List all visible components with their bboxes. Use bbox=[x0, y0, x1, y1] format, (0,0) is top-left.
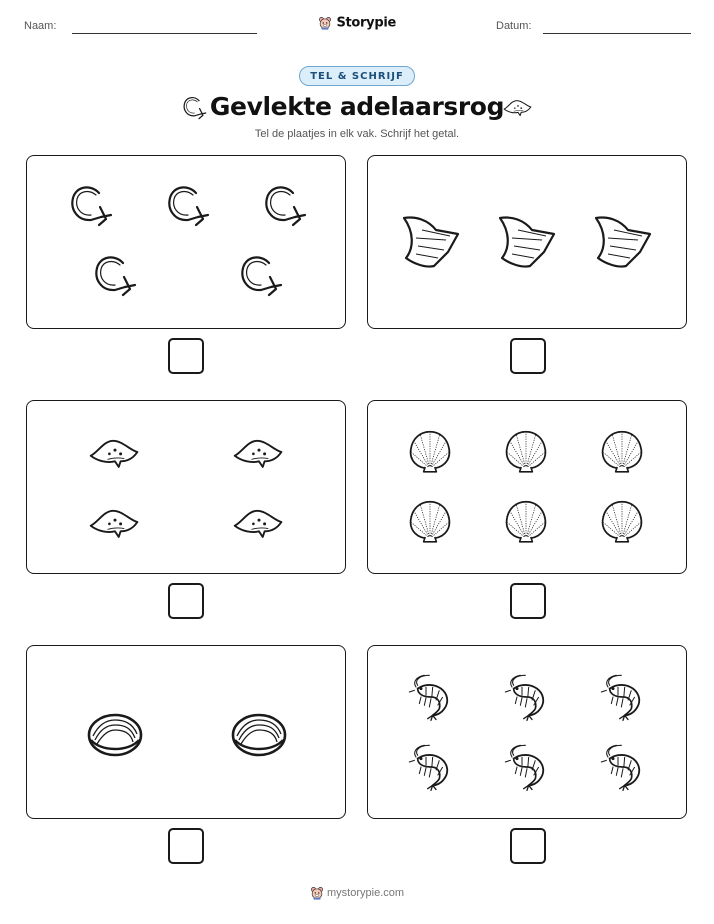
brand bbox=[0, 14, 714, 32]
answer-box-2[interactable] bbox=[510, 338, 546, 374]
name-label: Naam: bbox=[24, 20, 57, 32]
shrimp-icon bbox=[601, 745, 639, 790]
page-title: Gevlekte adelaarsrog bbox=[209, 92, 505, 121]
eagle-ray-tail-icon bbox=[266, 187, 305, 225]
scallop-shell-icon bbox=[411, 502, 450, 542]
panel-3-items bbox=[27, 401, 347, 575]
storypie-bear-logo-icon bbox=[318, 16, 332, 30]
answer-box-4[interactable] bbox=[510, 583, 546, 619]
clam-shell-icon bbox=[89, 715, 141, 755]
eagle-ray-tail-icon bbox=[242, 257, 281, 295]
answer-box-1[interactable] bbox=[168, 338, 204, 374]
activity-badge: TEL & SCHRIJF bbox=[299, 66, 415, 86]
scallop-shell-icon bbox=[603, 432, 642, 472]
count-panel-3 bbox=[26, 400, 346, 574]
instruction: Tel de plaatjes in elk vak. Schrijf het getal. bbox=[254, 128, 460, 140]
date-line[interactable] bbox=[543, 33, 691, 34]
panel-5-items bbox=[27, 646, 347, 820]
footer-url[interactable]: mystorypie.com bbox=[327, 886, 405, 899]
footer bbox=[0, 886, 714, 900]
shrimp-icon bbox=[601, 675, 639, 720]
shrimp-icon bbox=[505, 675, 543, 720]
name-line[interactable] bbox=[72, 33, 257, 34]
count-panel-1 bbox=[26, 155, 346, 329]
spotted-eagle-ray-icon bbox=[502, 96, 534, 118]
spotted-eagle-ray-icon bbox=[91, 511, 138, 537]
date-label: Datum: bbox=[496, 20, 532, 32]
ray-fin-icon bbox=[596, 218, 650, 267]
eagle-ray-tail-icon bbox=[169, 187, 208, 225]
panel-1-items bbox=[27, 156, 347, 330]
count-panel-5 bbox=[26, 645, 346, 819]
answer-box-6[interactable] bbox=[510, 828, 546, 864]
ray-fin-icon bbox=[404, 218, 458, 267]
scallop-shell-icon bbox=[411, 432, 450, 472]
answer-box-5[interactable] bbox=[168, 828, 204, 864]
count-panel-6 bbox=[367, 645, 687, 819]
panel-6-items bbox=[368, 646, 688, 820]
answer-box-3[interactable] bbox=[168, 583, 204, 619]
spotted-eagle-ray-icon bbox=[235, 441, 282, 467]
shrimp-icon bbox=[409, 745, 447, 790]
count-panel-4 bbox=[367, 400, 687, 574]
brand-name: Storypie bbox=[336, 15, 397, 31]
panel-4-items bbox=[368, 401, 688, 575]
spotted-eagle-ray-icon bbox=[91, 441, 138, 467]
eagle-ray-tail-icon bbox=[72, 187, 111, 225]
clam-shell-icon bbox=[233, 715, 285, 755]
ray-fin-icon bbox=[500, 218, 554, 267]
shrimp-icon bbox=[409, 675, 447, 720]
shrimp-icon bbox=[505, 745, 543, 790]
scallop-shell-icon bbox=[507, 432, 546, 472]
spotted-eagle-ray-icon bbox=[235, 511, 282, 537]
storypie-bear-logo-icon bbox=[310, 886, 324, 900]
scallop-shell-icon bbox=[507, 502, 546, 542]
count-panel-2 bbox=[367, 155, 687, 329]
scallop-shell-icon bbox=[603, 502, 642, 542]
eagle-ray-tail-icon bbox=[96, 257, 135, 295]
panel-2-items bbox=[368, 156, 688, 330]
